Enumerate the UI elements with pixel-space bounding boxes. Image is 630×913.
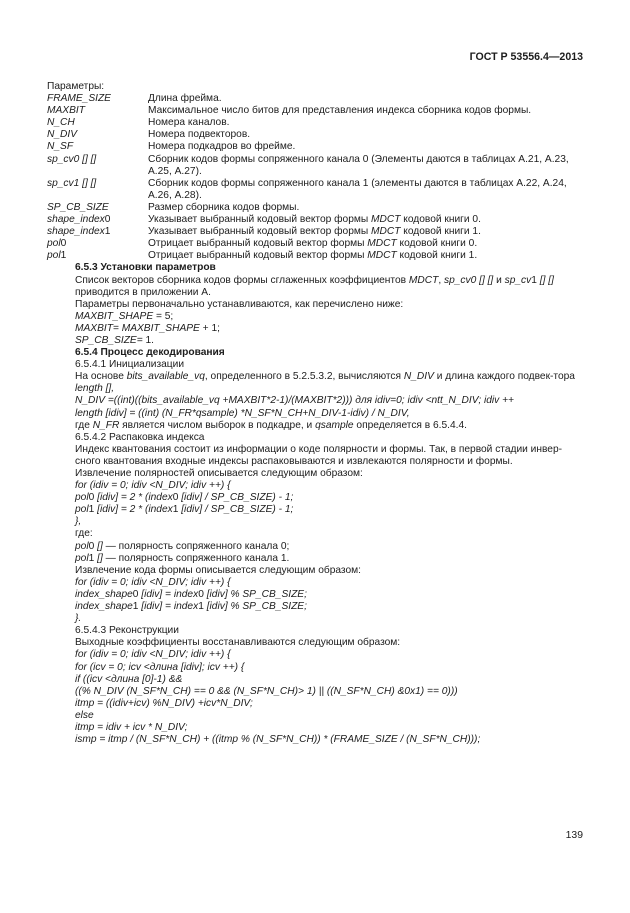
document-code: ГОСТ Р 53556.4—2013	[469, 51, 583, 63]
text-segment: Номера подкадров во фрейме.	[148, 141, 296, 153]
text-segment: sp_cv	[504, 274, 532, 286]
parameters-list	[47, 93, 583, 262]
text-segment: 6.5.4.3 Реконструкции	[75, 625, 179, 637]
parameter-description	[148, 214, 583, 226]
parameter-description	[148, 202, 583, 214]
text-segment: N_DIV	[47, 129, 78, 141]
text-segment: for (icv = 0; icv <длина [idiv]; icv ++) {	[75, 661, 245, 673]
text-segment: Размер сборника кодов формы.	[148, 201, 300, 213]
page-number: 139	[565, 830, 583, 841]
parameter-row	[47, 141, 583, 153]
text-segment: 1	[531, 274, 540, 286]
text-segment: Максимальное число битов для представления индекса сборника кодов формы.	[148, 105, 532, 117]
parameter-description	[148, 178, 583, 202]
text-segment: 1	[88, 552, 98, 564]
text-line	[47, 480, 583, 492]
text-segment: Длина фрейма.	[148, 93, 222, 105]
text-segment: Указывает выбранный кодовый вектор формы	[148, 214, 372, 226]
parameter-description	[148, 117, 583, 129]
text-line	[47, 504, 583, 516]
text-line	[47, 577, 583, 589]
page-content	[47, 81, 583, 746]
text-segment: 0	[172, 492, 182, 504]
text-segment: pol	[47, 250, 61, 262]
parameter-term	[47, 250, 148, 262]
text-segment: 1	[88, 504, 98, 516]
text-segment: [idiv] = 2 * (index	[97, 492, 173, 504]
text-segment: [idiv] % SP_CB_SIZE;	[206, 588, 307, 600]
text-segment: [idiv] = index	[141, 588, 199, 600]
parameter-description	[148, 226, 583, 238]
text-segment: 1	[132, 601, 142, 613]
text-line	[47, 686, 583, 698]
text-segment: qsample	[315, 419, 354, 431]
text-segment: },	[75, 516, 82, 528]
parameter-row	[47, 214, 583, 226]
text-segment: Параметры первоначально устанавливаются, как перечислено ниже:	[75, 298, 404, 310]
text-segment: for (idiv = 0; idiv <N_DIV; idiv ++) {	[75, 649, 231, 661]
text-segment: ((% N_DIV (N_SF*N_CH) == 0 && (N_SF*N_CH)> 1) || ((N_SF*N_CH) &0x1) == 0)))	[75, 685, 458, 697]
text-line	[47, 395, 583, 407]
text-segment: 1	[172, 504, 182, 516]
text-line	[47, 625, 583, 637]
text-segment: SP_CB_SIZE	[47, 201, 109, 213]
text-segment: Индекс квантования состоит из информации о коде полярности и формы. Так, в первой стадии инвер-сного квантования входные индексы распаковываются и извлекаются полярности и формы.	[75, 443, 563, 467]
text-segment: + 1;	[199, 322, 220, 334]
text-segment: Указывает выбранный кодовый вектор формы	[148, 226, 372, 238]
text-segment: Сборник кодов формы сопряженного канала 1 (элементы даются в таблицах А.22, А.24, А.26, А.28).	[148, 177, 567, 201]
text-segment: где:	[75, 528, 93, 540]
parameter-row	[47, 178, 583, 202]
text-segment: FRAME_SIZE	[47, 93, 111, 105]
text-segment: sp_cv1 [] []	[47, 177, 97, 189]
text-segment: Номера подвекторов.	[148, 129, 251, 141]
parameter-description	[148, 141, 583, 153]
text-segment: 1	[198, 601, 207, 613]
text-segment: приводится в приложении А.	[75, 286, 211, 298]
section-body	[47, 262, 583, 746]
text-line	[47, 323, 583, 335]
text-line	[47, 541, 583, 553]
parameter-term	[47, 214, 148, 226]
text-segment: else	[75, 709, 94, 721]
text-segment: MDCT	[367, 250, 397, 262]
text-segment: index_shape	[75, 588, 133, 600]
text-line	[47, 649, 583, 661]
text-segment: MDCT	[371, 214, 401, 226]
text-segment: }.	[75, 613, 82, 625]
text-line	[47, 359, 583, 371]
text-line	[47, 553, 583, 565]
text-segment: SP_CB_SIZE=	[75, 334, 143, 346]
text-segment: MDCT	[408, 274, 439, 286]
text-segment: Извлечение полярностей описывается следующим образом:	[75, 468, 363, 479]
text-segment: [] []	[539, 274, 554, 286]
text-segment: кодовой книги 1.	[396, 250, 478, 262]
text-segment: N_DIV =((int)((bits_available_vq +MAXBIT*2-1)/(MAXBIT*2))) для idiv=0; idiv <ntt_N_DIV; idiv ++	[75, 395, 515, 407]
text-line	[47, 613, 583, 625]
text-segment: if ((icv <длина [0]-1) &&	[75, 673, 183, 685]
text-segment: и	[493, 274, 505, 286]
text-segment: 6.5.4.2 Распаковка индекса	[75, 431, 205, 443]
text-segment: MAXBIT	[47, 105, 85, 117]
text-segment: MDCT	[371, 226, 401, 238]
text-segment: [idiv] = 2 * (index	[97, 504, 173, 516]
text-segment: кодовой книги 0.	[400, 214, 481, 226]
text-segment: = 5;	[153, 310, 174, 322]
text-segment: shape_index	[47, 226, 105, 238]
parameter-term	[47, 129, 148, 141]
parameter-term	[47, 226, 148, 238]
text-line	[47, 275, 583, 299]
text-segment: N_FR	[92, 419, 120, 431]
text-segment: 0	[132, 588, 142, 600]
text-segment: Выходные коэффициенты восстанавливаются следующим образом:	[75, 637, 401, 649]
text-segment: pol	[75, 552, 89, 564]
text-line	[47, 432, 583, 444]
text-line	[47, 492, 583, 504]
text-line	[47, 601, 583, 613]
text-segment: pol	[75, 504, 89, 516]
text-segment: ,	[438, 274, 444, 286]
text-line	[47, 637, 583, 649]
parameter-row	[47, 226, 583, 238]
text-segment: for (idiv = 0; idiv <N_DIV; idiv ++) {	[75, 576, 231, 588]
parameter-description	[148, 250, 583, 262]
text-segment: 0	[198, 588, 207, 600]
parameter-row	[47, 154, 583, 178]
text-segment: Отрицает выбранный кодовый вектор формы	[148, 250, 368, 262]
parameter-row	[47, 129, 583, 141]
text-line	[47, 420, 583, 432]
text-line	[47, 444, 583, 468]
text-segment: MAXBIT_SHAPE	[75, 310, 154, 322]
text-segment: for (idiv = 0; idiv <N_DIV; idiv ++) {	[75, 480, 231, 492]
text-segment: MDCT	[367, 238, 397, 250]
text-segment: 0	[88, 492, 98, 504]
text-segment: 0	[104, 214, 111, 226]
text-segment: 1.	[142, 334, 154, 346]
text-segment: [idiv] / SP_CB_SIZE) - 1;	[181, 504, 294, 516]
text-line	[47, 311, 583, 323]
text-line	[47, 698, 583, 710]
text-line	[47, 589, 583, 601]
text-segment: и длина каждого подвек-тора	[433, 371, 575, 383]
text-segment: определяется в 6.5.4.4.	[353, 419, 467, 431]
text-line	[47, 710, 583, 722]
parameter-description	[148, 129, 583, 141]
text-segment: 1	[60, 250, 67, 262]
text-segment: itmp = ((idiv+icv) %N_DIV) +icv*N_DIV;	[75, 697, 253, 709]
parameter-row	[47, 117, 583, 129]
text-segment: На основе	[75, 371, 127, 383]
parameter-term	[47, 238, 148, 250]
text-segment: Отрицает выбранный кодовый вектор формы	[148, 238, 368, 250]
text-segment: length [],	[75, 383, 115, 395]
parameter-description	[148, 93, 583, 105]
text-segment: Извлечение кода формы описывается следующим образом:	[75, 564, 361, 576]
text-line	[47, 662, 583, 674]
text-segment: Список векторов сборника кодов формы сглаженных коэффициентов	[75, 274, 409, 286]
text-line	[47, 516, 583, 528]
text-segment: itmp = idiv + icv * N_DIV;	[75, 721, 188, 733]
text-segment: [idiv] = index	[141, 601, 199, 613]
text-segment: [idiv] % SP_CB_SIZE;	[206, 601, 307, 613]
text-line	[47, 335, 583, 347]
text-segment: 6.5.3 Установки параметров	[75, 262, 216, 274]
text-segment: 0	[60, 238, 67, 250]
text-segment: — полярность сопряженного канала 1.	[102, 552, 290, 564]
parameter-term	[47, 202, 148, 214]
parameter-term	[47, 105, 148, 117]
text-line	[47, 371, 583, 395]
text-segment: N_CH	[47, 117, 75, 129]
text-segment: 6.5.4.1 Инициализации	[75, 359, 185, 371]
text-segment: — полярность сопряженного канала 0;	[102, 540, 290, 552]
parameter-description	[148, 238, 583, 250]
text-segment: 1	[104, 226, 111, 238]
text-segment: pol	[75, 492, 89, 504]
text-segment: []	[97, 540, 103, 552]
text-segment: 0	[88, 540, 98, 552]
parameter-description	[148, 154, 583, 178]
text-segment: sp_cv0 [] []	[47, 153, 97, 165]
text-segment: ismp = itmp / (N_SF*N_CH) + ((itmp % (N_SF*N_CH)) * (FRAME_SIZE / (N_SF*N_CH)));	[75, 734, 481, 746]
parameter-term	[47, 141, 148, 153]
parameter-term	[47, 93, 148, 105]
text-segment: Номера каналов.	[148, 117, 230, 129]
text-segment: sp_cv0 [] []	[444, 274, 494, 286]
parameter-term	[47, 117, 148, 129]
text-segment: , определенного в 5.2.5.3.2, вычисляются	[204, 371, 404, 383]
text-line	[47, 565, 583, 577]
text-segment: []	[97, 552, 103, 564]
text-segment: N_SF	[47, 141, 74, 153]
parameter-row	[47, 105, 583, 117]
parameter-term	[47, 154, 148, 178]
text-line	[47, 674, 583, 686]
text-segment: MAXBIT= MAXBIT_SHAPE	[75, 322, 200, 334]
parameter-row	[47, 250, 583, 262]
text-line	[47, 734, 583, 746]
text-segment: Сборник кодов формы сопряженного канала 0 (Элементы даются в таблицах А.21, А.23, А.25, А.27).	[148, 153, 569, 177]
text-segment: pol	[47, 238, 61, 250]
parameter-description	[148, 105, 583, 117]
text-segment: кодовой книги 0.	[396, 238, 478, 250]
text-segment: N_DIV	[403, 371, 434, 383]
text-line	[47, 408, 583, 420]
text-line	[47, 299, 583, 311]
text-segment: length [idiv] = ((int) (N_FR*qsample) *N_SF*N_CH+N_DIV-1-idiv) / N_DIV,	[75, 407, 410, 419]
text-segment: является числом выборок в подкадре, и	[119, 419, 316, 431]
parameter-row	[47, 202, 583, 214]
parameter-row	[47, 93, 583, 105]
parameters-title: Параметры:	[47, 81, 105, 92]
text-segment: кодовой книги 1.	[400, 226, 481, 238]
text-segment: [idiv] / SP_CB_SIZE) - 1;	[181, 492, 294, 504]
parameter-term	[47, 178, 148, 202]
text-segment: где	[75, 419, 93, 431]
text-line	[47, 468, 583, 480]
text-line	[47, 722, 583, 734]
text-segment: pol	[75, 540, 89, 552]
text-segment: shape_index	[47, 214, 105, 226]
text-segment: index_shape	[75, 601, 133, 613]
text-line	[47, 262, 583, 274]
text-segment: bits_available_vq	[126, 371, 205, 383]
parameter-row	[47, 238, 583, 250]
text-line	[47, 528, 583, 540]
text-segment: 6.5.4 Процесс декодирования	[75, 347, 225, 359]
text-line	[47, 347, 583, 359]
